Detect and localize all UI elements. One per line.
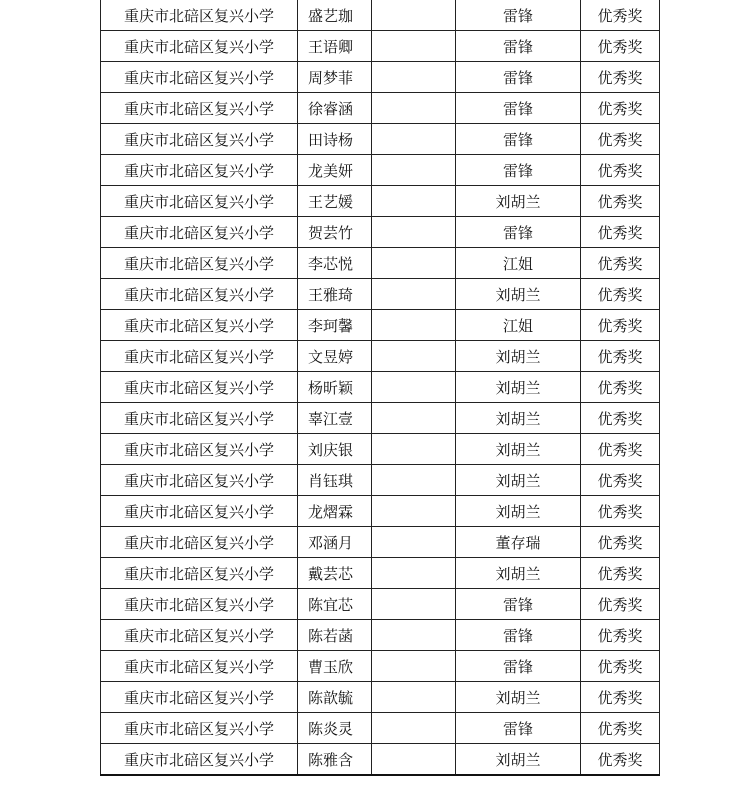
blank-cell	[372, 0, 456, 31]
award-cell: 优秀奖	[581, 465, 660, 496]
blank-cell	[372, 496, 456, 527]
table-row	[101, 155, 660, 186]
school-cell: 重庆市北碚区复兴小学	[101, 372, 298, 403]
table-row	[101, 651, 660, 682]
award-cell: 优秀奖	[581, 558, 660, 589]
award-cell: 优秀奖	[581, 527, 660, 558]
blank-cell	[372, 620, 456, 651]
award-cell: 优秀奖	[581, 217, 660, 248]
blank-cell	[372, 434, 456, 465]
table-row	[101, 434, 660, 465]
student-name-cell: 贺芸竹	[298, 217, 372, 248]
teacher-cell: 雷锋	[456, 217, 581, 248]
award-cell: 优秀奖	[581, 403, 660, 434]
award-cell: 优秀奖	[581, 155, 660, 186]
blank-cell	[372, 713, 456, 744]
school-cell: 重庆市北碚区复兴小学	[101, 465, 298, 496]
teacher-cell: 刘胡兰	[456, 682, 581, 713]
table-row	[101, 124, 660, 155]
teacher-cell: 雷锋	[456, 589, 581, 620]
table-row	[101, 465, 660, 496]
school-cell: 重庆市北碚区复兴小学	[101, 186, 298, 217]
blank-cell	[372, 372, 456, 403]
teacher-cell: 刘胡兰	[456, 558, 581, 589]
blank-cell	[372, 651, 456, 682]
award-cell: 优秀奖	[581, 0, 660, 31]
school-cell: 重庆市北碚区复兴小学	[101, 744, 298, 776]
school-cell: 重庆市北碚区复兴小学	[101, 279, 298, 310]
table-row	[101, 279, 660, 310]
school-cell: 重庆市北碚区复兴小学	[101, 341, 298, 372]
award-cell: 优秀奖	[581, 186, 660, 217]
student-name-cell: 王语卿	[298, 31, 372, 62]
teacher-cell: 刘胡兰	[456, 465, 581, 496]
award-cell: 优秀奖	[581, 682, 660, 713]
teacher-cell: 刘胡兰	[456, 496, 581, 527]
student-name-cell: 陈宜芯	[298, 589, 372, 620]
student-name-cell: 杨昕颖	[298, 372, 372, 403]
blank-cell	[372, 558, 456, 589]
blank-cell	[372, 589, 456, 620]
school-cell: 重庆市北碚区复兴小学	[101, 558, 298, 589]
student-name-cell: 陈炎灵	[298, 713, 372, 744]
table-row	[101, 310, 660, 341]
table-row	[101, 341, 660, 372]
award-cell: 优秀奖	[581, 341, 660, 372]
blank-cell	[372, 310, 456, 341]
teacher-cell: 江姐	[456, 248, 581, 279]
student-name-cell: 王艺媛	[298, 186, 372, 217]
student-name-cell: 王雅琦	[298, 279, 372, 310]
teacher-cell: 刘胡兰	[456, 434, 581, 465]
teacher-cell: 刘胡兰	[456, 341, 581, 372]
teacher-cell: 雷锋	[456, 713, 581, 744]
blank-cell	[372, 217, 456, 248]
blank-cell	[372, 682, 456, 713]
teacher-cell: 雷锋	[456, 651, 581, 682]
teacher-cell: 董存瑞	[456, 527, 581, 558]
award-cell: 优秀奖	[581, 496, 660, 527]
student-name-cell: 肖钰琪	[298, 465, 372, 496]
school-cell: 重庆市北碚区复兴小学	[101, 527, 298, 558]
student-name-cell: 李芯悦	[298, 248, 372, 279]
school-cell: 重庆市北碚区复兴小学	[101, 31, 298, 62]
table-row	[101, 248, 660, 279]
student-name-cell: 戴芸芯	[298, 558, 372, 589]
school-cell: 重庆市北碚区复兴小学	[101, 0, 298, 31]
award-cell: 优秀奖	[581, 93, 660, 124]
blank-cell	[372, 93, 456, 124]
school-cell: 重庆市北碚区复兴小学	[101, 434, 298, 465]
blank-cell	[372, 186, 456, 217]
teacher-cell: 雷锋	[456, 0, 581, 31]
school-cell: 重庆市北碚区复兴小学	[101, 155, 298, 186]
table-row	[101, 744, 660, 776]
table-row	[101, 620, 660, 651]
table-row	[101, 93, 660, 124]
award-cell: 优秀奖	[581, 310, 660, 341]
student-name-cell: 李珂馨	[298, 310, 372, 341]
blank-cell	[372, 341, 456, 372]
blank-cell	[372, 31, 456, 62]
award-cell: 优秀奖	[581, 31, 660, 62]
blank-cell	[372, 248, 456, 279]
award-cell: 优秀奖	[581, 248, 660, 279]
school-cell: 重庆市北碚区复兴小学	[101, 682, 298, 713]
school-cell: 重庆市北碚区复兴小学	[101, 310, 298, 341]
student-name-cell: 龙熠霖	[298, 496, 372, 527]
table-row	[101, 217, 660, 248]
table-row	[101, 372, 660, 403]
table-row	[101, 186, 660, 217]
student-name-cell: 陈若菡	[298, 620, 372, 651]
teacher-cell: 雷锋	[456, 155, 581, 186]
school-cell: 重庆市北碚区复兴小学	[101, 620, 298, 651]
school-cell: 重庆市北碚区复兴小学	[101, 217, 298, 248]
table-row	[101, 682, 660, 713]
blank-cell	[372, 465, 456, 496]
school-cell: 重庆市北碚区复兴小学	[101, 403, 298, 434]
blank-cell	[372, 124, 456, 155]
teacher-cell: 雷锋	[456, 620, 581, 651]
award-cell: 优秀奖	[581, 651, 660, 682]
table-row	[101, 589, 660, 620]
table-row	[101, 403, 660, 434]
table-row	[101, 0, 660, 31]
blank-cell	[372, 279, 456, 310]
table-row	[101, 558, 660, 589]
school-cell: 重庆市北碚区复兴小学	[101, 496, 298, 527]
student-name-cell: 曹玉欣	[298, 651, 372, 682]
school-cell: 重庆市北碚区复兴小学	[101, 589, 298, 620]
award-cell: 优秀奖	[581, 434, 660, 465]
table-row	[101, 62, 660, 93]
teacher-cell: 雷锋	[456, 93, 581, 124]
award-cell: 优秀奖	[581, 124, 660, 155]
student-name-cell: 刘庆银	[298, 434, 372, 465]
award-cell: 优秀奖	[581, 372, 660, 403]
blank-cell	[372, 62, 456, 93]
teacher-cell: 雷锋	[456, 31, 581, 62]
table-row	[101, 713, 660, 744]
student-name-cell: 徐睿涵	[298, 93, 372, 124]
student-name-cell: 陈歆毓	[298, 682, 372, 713]
student-name-cell: 田诗杨	[298, 124, 372, 155]
award-list-table	[100, 0, 660, 776]
student-name-cell: 邓涵月	[298, 527, 372, 558]
award-cell: 优秀奖	[581, 62, 660, 93]
school-cell: 重庆市北碚区复兴小学	[101, 93, 298, 124]
award-cell: 优秀奖	[581, 744, 660, 776]
award-cell: 优秀奖	[581, 620, 660, 651]
teacher-cell: 雷锋	[456, 124, 581, 155]
table-row	[101, 496, 660, 527]
student-name-cell: 周梦菲	[298, 62, 372, 93]
school-cell: 重庆市北碚区复兴小学	[101, 124, 298, 155]
blank-cell	[372, 155, 456, 186]
table-row	[101, 31, 660, 62]
teacher-cell: 刘胡兰	[456, 744, 581, 776]
teacher-cell: 刘胡兰	[456, 186, 581, 217]
blank-cell	[372, 403, 456, 434]
blank-cell	[372, 744, 456, 776]
teacher-cell: 刘胡兰	[456, 403, 581, 434]
student-name-cell: 文昱婷	[298, 341, 372, 372]
table-row	[101, 527, 660, 558]
school-cell: 重庆市北碚区复兴小学	[101, 248, 298, 279]
award-cell: 优秀奖	[581, 713, 660, 744]
award-list-body	[101, 0, 660, 775]
school-cell: 重庆市北碚区复兴小学	[101, 651, 298, 682]
student-name-cell: 盛艺珈	[298, 0, 372, 31]
teacher-cell: 刘胡兰	[456, 372, 581, 403]
teacher-cell: 江姐	[456, 310, 581, 341]
teacher-cell: 刘胡兰	[456, 279, 581, 310]
blank-cell	[372, 527, 456, 558]
award-cell: 优秀奖	[581, 279, 660, 310]
student-name-cell: 辜江壹	[298, 403, 372, 434]
award-cell: 优秀奖	[581, 589, 660, 620]
school-cell: 重庆市北碚区复兴小学	[101, 62, 298, 93]
student-name-cell: 陈雅含	[298, 744, 372, 776]
school-cell: 重庆市北碚区复兴小学	[101, 713, 298, 744]
student-name-cell: 龙美妍	[298, 155, 372, 186]
teacher-cell: 雷锋	[456, 62, 581, 93]
